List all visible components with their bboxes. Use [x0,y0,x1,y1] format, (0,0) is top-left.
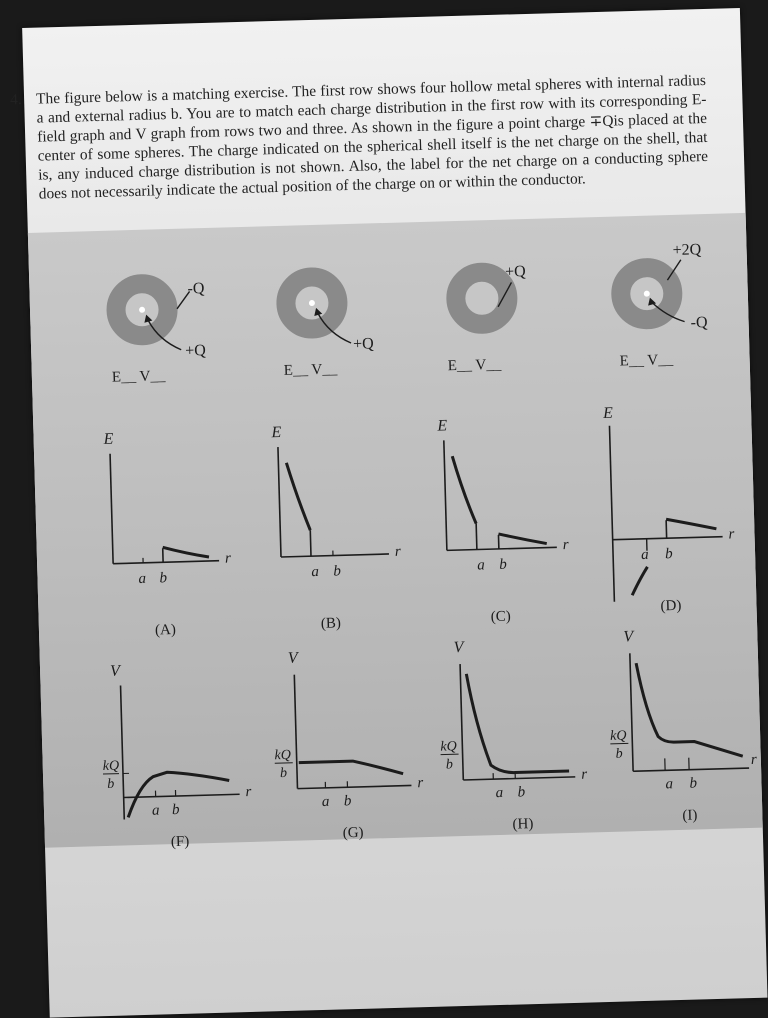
sphere-1 [109,280,207,386]
e-graph-b-a-label: a [311,564,319,580]
v-graph-h-r-label: r [581,767,587,783]
e-graph-a-x-axis [113,561,219,564]
v-graph-g-y-axis [294,675,297,789]
e-graph-d-x-axis [613,537,723,540]
v-graph-f-kq: kQ [103,759,120,774]
e-graph-c-y-axis [444,440,447,550]
e-graph-d-r-label: r [728,526,734,542]
v-graph-h-letter: (H) [512,816,533,833]
v-graph-h-kq: kQ [440,739,457,754]
v-graph-i-fraction-bar [610,743,628,744]
sphere-2-arrowhead [314,308,322,316]
sphere-4-center-charge: -Q [690,314,708,331]
sphere-2-center-charge: +Q [353,335,374,353]
v-graph-i-r-label: r [751,752,757,768]
sphere-4-shell-charge: +2Q [672,241,701,259]
v-graph-f-x-axis [124,794,240,797]
v-graph-h-a-label: a [495,785,503,801]
v-graph-i [607,625,758,826]
e-graph-c-outer-curve [498,533,546,545]
v-graph-f-a-label: a [152,802,160,818]
v-graph-f-letter: (F) [171,834,190,851]
sphere-4-blanks: E__ V__ [619,352,673,370]
v-graph-f-r-label: r [245,784,251,800]
v-graph-h [437,636,588,835]
e-graph-c-letter: (C) [491,609,511,626]
sphere-3-shell [455,272,508,325]
v-graph-g-a-label: a [322,794,330,810]
v-graph-f-b-den: b [107,777,114,792]
v-graph-g-letter: (G) [343,825,364,842]
textbook-page [22,8,767,1018]
v-graph-g-x-axis [297,785,411,788]
v-graph-f-b-label: b [172,802,180,818]
e-graph-a-curve [163,546,209,558]
v-graph-h-y-axis [460,664,463,780]
e-graph-c-axis-label: E [436,417,447,434]
e-graph-b-r-label: r [395,544,401,560]
problem-text: The figure below is a matching exercise. The first row shows four hollow metal spheres with internal radius a and external radius b. You are to match each charge distribution in the first row with its corresponding E-field graph and V graph from rows two and three. As shown in the figure a point charge ∓Qis placed at the center of some spheres. The charge indicated on the spherical shell itself is the net charge on the shell, that is, any induced charge distribution is not shown. Also, the label for the net charge on a conducting sphere does not necessarily indicate the actual position of the charge on or within the conductor. [36,71,709,204]
e-graph-a-axis-label: E [102,431,113,448]
sphere-1-shell-charge: -Q [187,280,205,297]
sphere-2-center-dot [309,300,315,306]
v-graph-f-axis-label: V [110,662,122,679]
sphere-3 [445,263,529,374]
e-graph-b-y-axis [278,447,281,557]
e-graph-a-letter: (A) [155,622,176,639]
sphere-2 [281,275,375,379]
e-graph-b [270,421,403,633]
v-graph-g-r-label: r [417,775,423,791]
e-graph-d [602,401,737,616]
e-graph-b-x-axis [281,554,389,557]
problem-number: 4. [10,90,22,109]
e-graph-d-inner-curve [631,567,648,595]
v-graph-i-axis-label: V [623,628,635,645]
sphere-3-blanks: E__ V__ [448,357,502,375]
e-graph-c-x-axis [447,547,557,550]
e-graph-b-b-label: b [333,563,341,579]
v-graph-g-b-label: b [344,793,352,809]
v-graph-h-fraction-bar [441,754,459,755]
e-graph-d-outer-curve [666,518,716,530]
v-graph-f-y-axis [121,686,125,820]
v-graph-g-curve [299,760,403,777]
sphere-1-center-dot [139,307,145,313]
v-graph-g-axis-label: V [288,650,300,667]
v-graph-i-kq: kQ [610,728,627,743]
v-graph-f [100,659,253,852]
sphere-1-center-charge: +Q [185,342,206,360]
v-graph-i-curve [636,660,743,759]
v-graph-h-axis-label: V [453,639,465,656]
e-graph-c-b-label: b [499,557,507,573]
sphere-2-blanks: E__ V__ [284,361,338,379]
v-graph-h-b-den: b [446,757,453,772]
e-graph-a-y-axis [110,454,113,564]
v-graph-h-b-label: b [517,784,525,800]
v-graph-g [272,646,425,843]
v-graph-i-y-axis [630,653,633,771]
e-graph-b-drop [310,530,311,556]
e-graph-d-y-axis [609,426,614,602]
e-graph-a [102,427,233,639]
e-graph-b-axis-label: E [270,424,281,441]
e-graph-c-drop [476,524,477,550]
e-graph-a-b-label: b [159,570,167,586]
e-graph-c-a-label: a [477,557,485,573]
e-graph-a-r-label: r [225,550,231,566]
e-graph-d-b-label: b [665,546,673,562]
e-graph-d-letter: (D) [660,598,681,615]
sphere-1-arrowhead [144,315,152,323]
sphere-4-center-dot [644,291,650,297]
v-graph-h-x-axis [463,777,575,780]
e-graph-d-axis-label: E [602,405,613,422]
v-graph-i-b-den: b [615,747,622,762]
v-graph-g-kq: kQ [274,748,291,763]
v-graph-g-b-den: b [280,766,287,781]
v-graph-i-letter: (I) [682,807,697,823]
e-graph-d-a-label: a [641,547,649,563]
e-graph-b-curve [286,462,310,531]
sphere-1-blanks: E__ V__ [112,368,166,386]
v-graph-g-fraction-bar [275,763,293,764]
e-graph-d-step [666,520,667,538]
matching-figure [22,8,767,1018]
sphere-4 [616,241,709,369]
e-graph-c [436,414,571,627]
v-graph-i-a-label: a [665,776,673,792]
v-graph-i-x-axis [633,768,749,771]
v-graph-i-b-label: b [689,775,697,791]
e-graph-a-a-label: a [138,571,146,587]
sphere-3-shell-charge: +Q [505,263,526,281]
e-graph-c-r-label: r [563,537,569,553]
e-graph-c-inner-curve [452,456,476,525]
v-graph-h-curve [466,671,569,774]
e-graph-b-letter: (B) [321,615,341,632]
